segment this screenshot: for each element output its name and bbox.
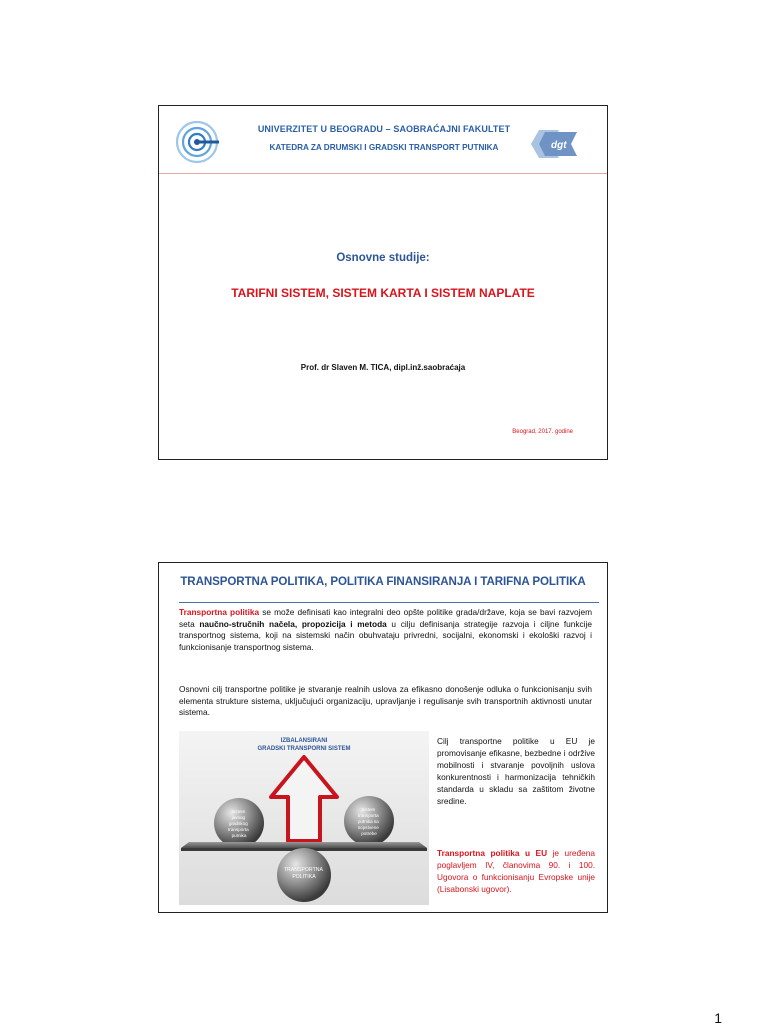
transport-policy-slide: [158, 562, 608, 913]
left-ball-label: Sistem javnog gradskog transporta putnika: [228, 809, 249, 838]
slide-header: [159, 106, 607, 174]
paragraph-text: u cilju definisanja strategije razvoja i ciljne funkcije transportnog sistema, koji na sistemski način obuhvataju privredni, socijalni, ekonomski i ekološki razvoj i funkcionisanje transportnog sistema.: [179, 618, 592, 652]
balance-board: [181, 842, 427, 848]
header-divider: [159, 173, 607, 174]
author-name: Prof. dr Slaven M. TICA, dipl.inž.saobraćaja: [300, 363, 466, 372]
department-name: KATEDRA ZA DRUMSKI I GRADSKI TRANSPORT PUTNIKA: [269, 143, 499, 152]
diagram-header-line2: GRADSKI TRANSPORNI SISTEM: [257, 746, 351, 752]
slide-title: TRANSPORTNA POLITIKA, POLITIKA FINANSIRANJA I TARIFNA POLITIKA: [180, 575, 586, 588]
dgt-logo-icon: [529, 126, 581, 162]
paragraph-goal: Osnovni cilj transportne politike je stvaranje realnih uslova za efikasno donošenje odluka o funkcionisanju svih elementa strukture sistema, uključujući organizaciju, upravljanje i regulisanje svih transportnih aktivnosti unutar sistema.: [179, 684, 592, 718]
title-slide: [158, 105, 608, 460]
eu-treaty-text: [437, 847, 595, 895]
right-ball-label: Sistem transporta putnika sa sopstvene potrebe: [357, 807, 379, 836]
eu-goal-text: Cilj transportne politike u EU je promovisanje efikasne, bezbedne i održive mobilnosti i stvaranje povoljnih uslova konkurentnosti i harmonizacija tehničkih standarda u skladu sa zaštitom životne sredine.: [437, 736, 595, 806]
university-name: UNIVERZITET U BEOGRADU – SAOBRAĆAJNI FAKULTET: [257, 124, 511, 134]
term-eu-policy: Transportna politika u EU: [437, 848, 548, 858]
slide-subtitle: Osnovne studije:: [336, 252, 430, 264]
dgt-logo-text: dgt: [551, 140, 567, 151]
balanced-system-diagram: [179, 731, 429, 905]
paragraph-definition: [179, 607, 592, 653]
slide-title: TARIFNI SISTEM, SISTEM KARTA I SISTEM NAPLATE: [231, 286, 535, 300]
eu-treaty-body: je uređena poglavljem IV, članovima 90. i 100. Ugovora o funkcionisanju Evropske unije (Lisabonski ugovor).: [437, 848, 595, 894]
paragraph-text: se može definisati kao integralni deo opšte politike grada/države, koja se bavi razvojem seta: [179, 607, 592, 629]
faculty-logo-icon: [175, 120, 219, 164]
term-transport-policy: Transportna politika: [179, 607, 260, 617]
bottom-ball-label: TRANSPORTNA POLITIKA: [283, 867, 323, 880]
diagram-header-line1: IZBALANSIRANI: [280, 738, 328, 744]
slide-date: Beograd, 2017. godine: [512, 429, 573, 435]
page-number: 1: [714, 1010, 722, 1026]
title-divider: [179, 602, 599, 603]
bold-phrase: naučno-stručnih načela, propozicija i metoda: [199, 618, 387, 629]
